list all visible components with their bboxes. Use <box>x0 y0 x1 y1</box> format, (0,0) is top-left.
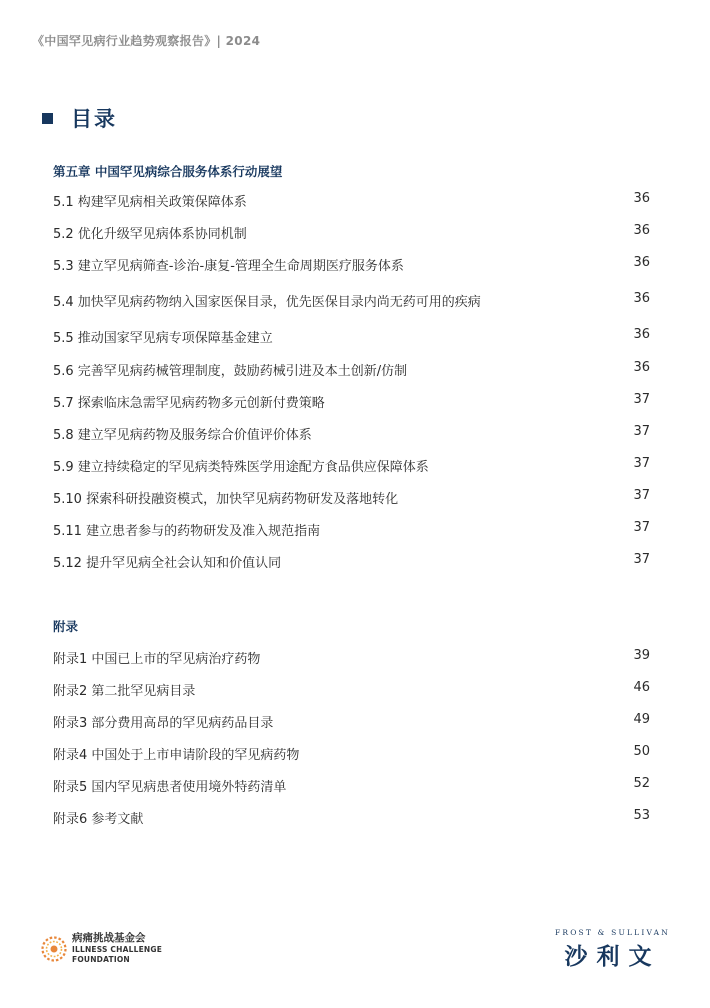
appendix-heading: 附录 <box>53 619 79 634</box>
toc-entry[interactable] <box>53 424 650 443</box>
foundation-name-en-2: FOUNDATION <box>72 955 130 964</box>
toc-entry[interactable] <box>53 327 650 346</box>
entry-label: 附录6 参考文献 <box>53 812 144 827</box>
frost-sullivan-name-en: FROST & SULLIVAN <box>554 928 670 937</box>
entry-label: 5.6 完善罕见病药械管理制度，鼓励药械引进及本土创新/仿制 <box>53 364 408 379</box>
square-bullet-icon <box>42 113 53 124</box>
entry-label: 5.4 加快罕见病药物纳入国家医保目录，优先医保目录内尚无药可用的疾病 <box>53 295 481 310</box>
entry-page: 36 <box>633 360 650 375</box>
toc-title <box>42 103 117 133</box>
entry-page: 36 <box>633 223 650 238</box>
entry-page: 37 <box>633 456 650 471</box>
toc-entry[interactable] <box>53 488 650 507</box>
entry-label: 附录4 中国处于上市申请阶段的罕见病药物 <box>53 748 300 763</box>
entry-label: 5.1 构建罕见病相关政策保障体系 <box>53 195 247 210</box>
entry-page: 37 <box>633 392 650 407</box>
toc-entry[interactable] <box>53 223 650 242</box>
entry-page: 53 <box>633 808 650 823</box>
entry-page: 50 <box>633 744 650 759</box>
entry-label: 5.5 推动国家罕见病专项保障基金建立 <box>53 331 273 346</box>
toc-entry[interactable] <box>53 291 650 310</box>
frost-sullivan-logo <box>555 928 670 971</box>
entry-label: 5.7 探索临床急需罕见病药物多元创新付费策略 <box>53 396 325 411</box>
entry-page: 36 <box>633 291 650 306</box>
toc-entry[interactable] <box>53 648 650 667</box>
entry-label: 附录5 国内罕见病患者使用境外特药清单 <box>53 780 287 795</box>
entry-label: 5.3 建立罕见病筛查-诊治-康复-管理全生命周期医疗服务体系 <box>53 259 404 274</box>
entry-label: 5.9 建立持续稳定的罕见病类特殊医学用途配方食品供应保障体系 <box>53 460 429 475</box>
entry-label: 5.12 提升罕见病全社会认知和价值认同 <box>53 556 282 571</box>
report-header: 《中国罕见病行业趋势观察报告》| 2024 <box>32 34 261 48</box>
entry-page: 49 <box>633 712 650 727</box>
toc-entry[interactable] <box>53 456 650 475</box>
entry-page: 39 <box>633 648 650 663</box>
toc-entry[interactable] <box>53 255 650 274</box>
toc-entry[interactable] <box>53 744 650 763</box>
toc-entry[interactable] <box>53 808 650 827</box>
toc-entry[interactable] <box>53 191 650 210</box>
entry-label: 5.8 建立罕见病药物及服务综合价值评价体系 <box>53 428 312 443</box>
illness-challenge-logo <box>40 932 162 965</box>
entry-page: 37 <box>633 552 650 567</box>
entry-label: 5.2 优化升级罕见病体系协同机制 <box>53 227 247 242</box>
entry-page: 37 <box>633 488 650 503</box>
sunburst-logo-icon <box>40 935 68 963</box>
foundation-name-cn: 病痛挑战基金会 <box>72 932 146 944</box>
foundation-name-en-1: ILLNESS CHALLENGE <box>72 945 163 954</box>
entry-label: 附录1 中国已上市的罕见病治疗药物 <box>53 652 261 667</box>
entry-page: 36 <box>633 255 650 270</box>
entry-page: 37 <box>633 424 650 439</box>
toc-entry[interactable] <box>53 680 650 699</box>
toc-entry[interactable] <box>53 520 650 539</box>
toc-entry[interactable] <box>53 776 650 795</box>
toc-entry[interactable] <box>53 392 650 411</box>
chapter-heading: 第五章 中国罕见病综合服务体系行动展望 <box>53 164 283 179</box>
entry-label: 附录3 部分费用高昂的罕见病药品目录 <box>53 716 274 731</box>
frost-sullivan-name-cn: 沙利文 <box>564 944 661 970</box>
entry-label: 附录2 第二批罕见病目录 <box>53 684 196 699</box>
entry-page: 36 <box>633 327 650 342</box>
entry-page: 36 <box>633 191 650 206</box>
entry-label: 5.11 建立患者参与的药物研发及准入规范指南 <box>53 524 321 539</box>
toc-entry[interactable] <box>53 552 650 571</box>
entry-label: 5.10 探索科研投融资模式，加快罕见病药物研发及落地转化 <box>53 492 399 507</box>
entry-page: 52 <box>633 776 650 791</box>
toc-entry[interactable] <box>53 360 650 379</box>
toc-title-text: 目录 <box>71 107 117 131</box>
toc-entry[interactable] <box>53 712 650 731</box>
entry-page: 37 <box>633 520 650 535</box>
entry-page: 46 <box>633 680 650 695</box>
